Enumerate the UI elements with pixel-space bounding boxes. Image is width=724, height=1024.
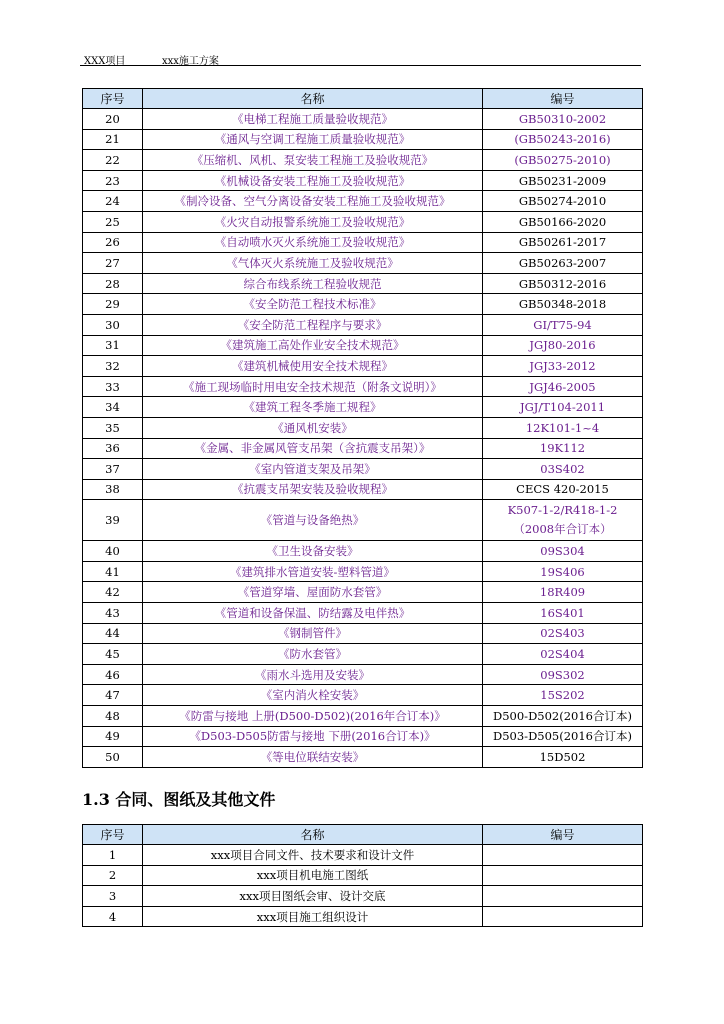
row-name: 《雨水斗选用及安装》 xyxy=(143,664,483,685)
row-name: 《等电位联结安装》 xyxy=(143,747,483,768)
row-name: 《室内消火栓安装》 xyxy=(143,685,483,706)
row-number: 22 xyxy=(83,150,143,171)
table-row xyxy=(83,417,643,438)
row-number: 32 xyxy=(83,356,143,377)
row-code: JGJ46-2005 xyxy=(483,376,643,397)
col-header-name: 名称 xyxy=(143,825,483,845)
row-number: 26 xyxy=(83,232,143,253)
row-code: GB50261-2017 xyxy=(483,232,643,253)
row-number: 31 xyxy=(83,335,143,356)
row-number: 27 xyxy=(83,253,143,274)
row-name: 《建筑施工高处作业安全技术规范》 xyxy=(143,335,483,356)
row-name: 《D503-D505防雷与接地 下册(2016合订本)》 xyxy=(143,726,483,747)
row-code: 15S202 xyxy=(483,685,643,706)
row-name: 《自动喷水灭火系统施工及验收规范》 xyxy=(143,232,483,253)
row-code: 12K101-1~4 xyxy=(483,417,643,438)
table-row xyxy=(83,845,643,866)
row-number: 50 xyxy=(83,747,143,768)
row-name: 《通风机安装》 xyxy=(143,417,483,438)
header-doc-title: xxx施工方案 xyxy=(162,56,219,67)
row-number: 48 xyxy=(83,706,143,727)
row-code: GB50312-2016 xyxy=(483,273,643,294)
row-number: 39 xyxy=(83,500,143,541)
documents-table xyxy=(82,824,643,927)
standards-table xyxy=(82,88,643,768)
row-code-line1: K507-1-2/R418-1-2 xyxy=(507,503,618,518)
table-row xyxy=(83,459,643,480)
row-name: 《施工现场临时用电安全技术规范（附条文说明）》 xyxy=(143,376,483,397)
table-row xyxy=(83,623,643,644)
table-row xyxy=(83,664,643,685)
table-row xyxy=(83,906,643,927)
row-code: CECS 420-2015 xyxy=(483,479,643,500)
row-name: 《安全防范工程程序与要求》 xyxy=(143,314,483,335)
row-code xyxy=(483,886,643,907)
table-row xyxy=(83,561,643,582)
row-code: GB50166-2020 xyxy=(483,211,643,232)
row-name: 《火灾自动报警系统施工及验收规范》 xyxy=(143,211,483,232)
row-number: 21 xyxy=(83,129,143,150)
table-row xyxy=(83,191,643,212)
row-number: 49 xyxy=(83,726,143,747)
row-name: 《金属、非金属风管支吊架（含抗震支吊架）》 xyxy=(143,438,483,459)
table-row xyxy=(83,109,643,130)
row-code: D503-D505(2016合订本) xyxy=(483,726,643,747)
row-code: GB50231-2009 xyxy=(483,170,643,191)
table-row xyxy=(83,335,643,356)
row-number: 28 xyxy=(83,273,143,294)
row-code: 09S304 xyxy=(483,541,643,562)
table-row xyxy=(83,541,643,562)
row-code: (GB50275-2010) xyxy=(483,150,643,171)
row-name: 《室内管道支架及吊架》 xyxy=(143,459,483,480)
row-code: 19S406 xyxy=(483,561,643,582)
row-name: 《制冷设备、空气分离设备安装工程施工及验收规范》 xyxy=(143,191,483,212)
row-code: JGJ80-2016 xyxy=(483,335,643,356)
table-header-row xyxy=(83,89,643,109)
table-header-row xyxy=(83,825,643,845)
row-code: JGJ/T104-2011 xyxy=(483,397,643,418)
col-header-code: 编号 xyxy=(483,89,643,109)
row-name: 《机械设备安装工程施工及验收规范》 xyxy=(143,170,483,191)
row-number: 46 xyxy=(83,664,143,685)
row-name: 综合布线系统工程验收规范 xyxy=(143,273,483,294)
row-code: GB50348-2018 xyxy=(483,294,643,315)
row-code xyxy=(483,845,643,866)
row-number: 34 xyxy=(83,397,143,418)
row-number: 44 xyxy=(83,623,143,644)
row-code: GB50274-2010 xyxy=(483,191,643,212)
row-name: 《通风与空调工程施工质量验收规范》 xyxy=(143,129,483,150)
row-code xyxy=(483,906,643,927)
row-name: 《管道与设备绝热》 xyxy=(143,500,483,541)
row-number: 45 xyxy=(83,644,143,665)
table-row xyxy=(83,376,643,397)
table-row xyxy=(83,211,643,232)
row-code: JGJ33-2012 xyxy=(483,356,643,377)
row-number: 20 xyxy=(83,109,143,130)
row-code: GB50263-2007 xyxy=(483,253,643,274)
row-code: GB50310-2002 xyxy=(483,109,643,130)
table-row xyxy=(83,479,643,500)
table-row xyxy=(83,747,643,768)
row-name: 《建筑工程冬季施工规程》 xyxy=(143,397,483,418)
header-project: XXX项目 xyxy=(84,56,126,67)
row-number: 24 xyxy=(83,191,143,212)
row-number: 33 xyxy=(83,376,143,397)
table-row xyxy=(83,314,643,335)
row-number: 30 xyxy=(83,314,143,335)
row-code: (GB50243-2016) xyxy=(483,129,643,150)
table-row xyxy=(83,865,643,886)
col-header-no: 序号 xyxy=(83,825,143,845)
row-number: 3 xyxy=(83,886,143,907)
row-code: 02S404 xyxy=(483,644,643,665)
row-name: xxx项目合同文件、技术要求和设计文件 xyxy=(143,845,483,866)
row-code xyxy=(483,865,643,886)
row-code: 16S401 xyxy=(483,603,643,624)
row-number: 37 xyxy=(83,459,143,480)
row-name: xxx项目图纸会审、设计交底 xyxy=(143,886,483,907)
section-heading: 1.3 合同、图纸及其他文件 xyxy=(82,790,276,809)
row-number: 4 xyxy=(83,906,143,927)
table-row xyxy=(83,603,643,624)
table-row xyxy=(83,706,643,727)
row-code: D500-D502(2016合订本) xyxy=(483,706,643,727)
table-row xyxy=(83,273,643,294)
row-name: 《抗震支吊架安装及验收规程》 xyxy=(143,479,483,500)
row-code: GI/T75-94 xyxy=(483,314,643,335)
table-row xyxy=(83,500,643,541)
row-code: 18R409 xyxy=(483,582,643,603)
row-code xyxy=(483,500,643,541)
row-name: 《安全防范工程技术标准》 xyxy=(143,294,483,315)
row-number: 43 xyxy=(83,603,143,624)
table-row xyxy=(83,644,643,665)
row-name: 《管道和设备保温、防结露及电伴热》 xyxy=(143,603,483,624)
row-number: 36 xyxy=(83,438,143,459)
table-row xyxy=(83,886,643,907)
row-code: 02S403 xyxy=(483,623,643,644)
table-row xyxy=(83,294,643,315)
row-number: 1 xyxy=(83,845,143,866)
row-name: 《建筑机械使用安全技术规程》 xyxy=(143,356,483,377)
table-row xyxy=(83,253,643,274)
row-number: 25 xyxy=(83,211,143,232)
col-header-code: 编号 xyxy=(483,825,643,845)
table-row xyxy=(83,356,643,377)
row-name: 《防水套管》 xyxy=(143,644,483,665)
row-number: 38 xyxy=(83,479,143,500)
row-name: 《气体灭火系统施工及验收规范》 xyxy=(143,253,483,274)
row-number: 47 xyxy=(83,685,143,706)
table-row xyxy=(83,232,643,253)
row-number: 41 xyxy=(83,561,143,582)
page-header xyxy=(80,50,641,66)
row-number: 42 xyxy=(83,582,143,603)
row-name: 《管道穿墙、屋面防水套管》 xyxy=(143,582,483,603)
row-name: 《压缩机、风机、泵安装工程施工及验收规范》 xyxy=(143,150,483,171)
col-header-no: 序号 xyxy=(83,89,143,109)
row-number: 29 xyxy=(83,294,143,315)
table-row xyxy=(83,438,643,459)
row-code: 15D502 xyxy=(483,747,643,768)
col-header-name: 名称 xyxy=(143,89,483,109)
row-name: 《电梯工程施工质量验收规范》 xyxy=(143,109,483,130)
row-name: 《钢制管件》 xyxy=(143,623,483,644)
row-name: xxx项目机电施工图纸 xyxy=(143,865,483,886)
table-row xyxy=(83,685,643,706)
row-number: 40 xyxy=(83,541,143,562)
row-number: 23 xyxy=(83,170,143,191)
table-row xyxy=(83,397,643,418)
row-name: xxx项目施工组织设计 xyxy=(143,906,483,927)
row-code-line2: （2008年合订本） xyxy=(513,522,612,537)
table-row xyxy=(83,150,643,171)
row-name: 《建筑排水管道安装-塑料管道》 xyxy=(143,561,483,582)
row-name: 《防雷与接地 上册(D500-D502)(2016年合订本)》 xyxy=(143,706,483,727)
row-code: 09S302 xyxy=(483,664,643,685)
table-row xyxy=(83,726,643,747)
row-name: 《卫生设备安装》 xyxy=(143,541,483,562)
table-row xyxy=(83,129,643,150)
row-number: 35 xyxy=(83,417,143,438)
row-code: 19K112 xyxy=(483,438,643,459)
row-number: 2 xyxy=(83,865,143,886)
row-code: 03S402 xyxy=(483,459,643,480)
table-row xyxy=(83,170,643,191)
table-row xyxy=(83,582,643,603)
